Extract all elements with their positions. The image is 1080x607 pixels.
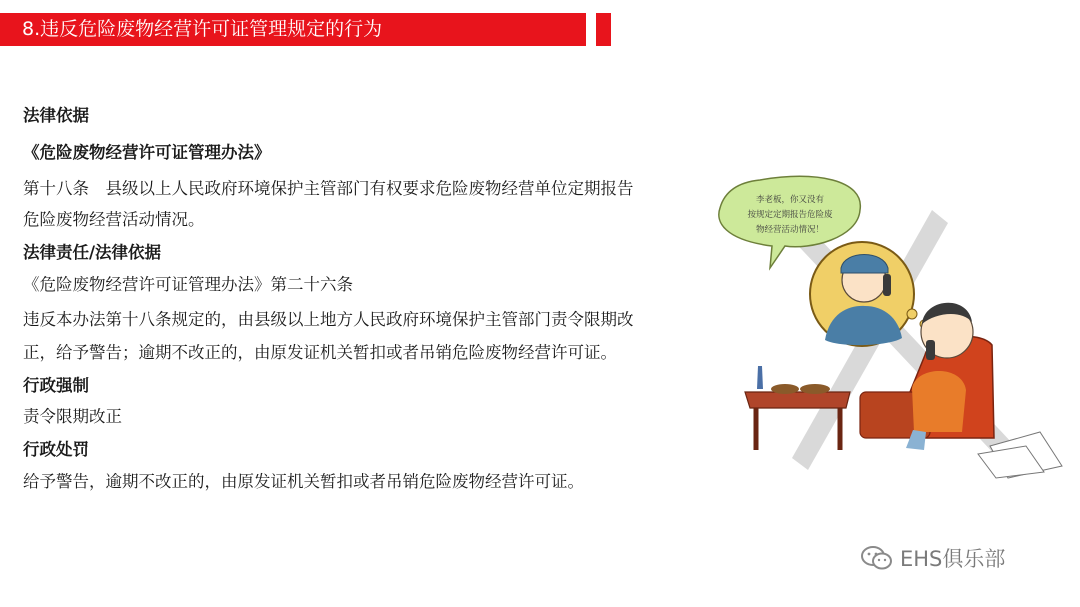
coffee-table — [745, 392, 850, 408]
speech-line-2: 按规定定期报告危险废 — [747, 210, 833, 220]
enforcement-text: 责令限期改正 — [23, 407, 122, 426]
article-18-line-1: 第十八条 县级以上人民政府环境保护主管部门有权要求危险废物经营单位定期报告 — [23, 179, 634, 198]
watermark — [860, 540, 1005, 576]
speech-line-1: 李老板，你又没有 — [755, 195, 825, 205]
seated-man-body — [912, 371, 966, 432]
dish-2 — [800, 384, 830, 394]
heading-legal-basis: 法律依据 — [23, 106, 89, 125]
administrative-penalty-text: 给予警告，逾期不改正的，由原发证机关暂扣或者吊销危险废物经营许可证。 — [23, 472, 584, 491]
watermark-text: EHS俱乐部 — [900, 547, 1006, 571]
article-26-reference: 《危险废物经营许可证管理办法》第二十六条 — [23, 275, 353, 294]
seated-man-phone — [926, 340, 935, 360]
cartoon-illustration — [700, 170, 1070, 490]
section-title: 8.违反危险废物经营许可证管理规定的行为 — [22, 18, 383, 40]
title-accent-block — [596, 13, 611, 46]
heading-legal-liability: 法律责任/法律依据 — [23, 243, 162, 262]
penalty-text-line-1: 违反本办法第十八条规定的，由县级以上地方人民政府环境保护主管部门责令限期改 — [23, 310, 634, 329]
official-phone — [883, 274, 891, 296]
section-title-bar — [0, 13, 586, 46]
dish-1 — [771, 384, 799, 394]
speech-line-3: 物经营活动情况！ — [755, 225, 825, 235]
cartoon-drawing — [700, 170, 1070, 490]
bottle — [757, 366, 763, 389]
heading-administrative-penalty: 行政处罚 — [23, 440, 89, 459]
regulation-title: 《危险废物经营许可证管理办法》 — [23, 143, 271, 162]
wechat-icon — [860, 543, 894, 573]
penalty-text-line-2: 正，给予警告；逾期不改正的，由原发证机关暂扣或者吊销危险废物经营许可证。 — [23, 343, 617, 362]
heading-administrative-enforcement: 行政强制 — [23, 376, 89, 395]
article-18-line-2: 危险废物经营活动情况。 — [23, 210, 205, 229]
